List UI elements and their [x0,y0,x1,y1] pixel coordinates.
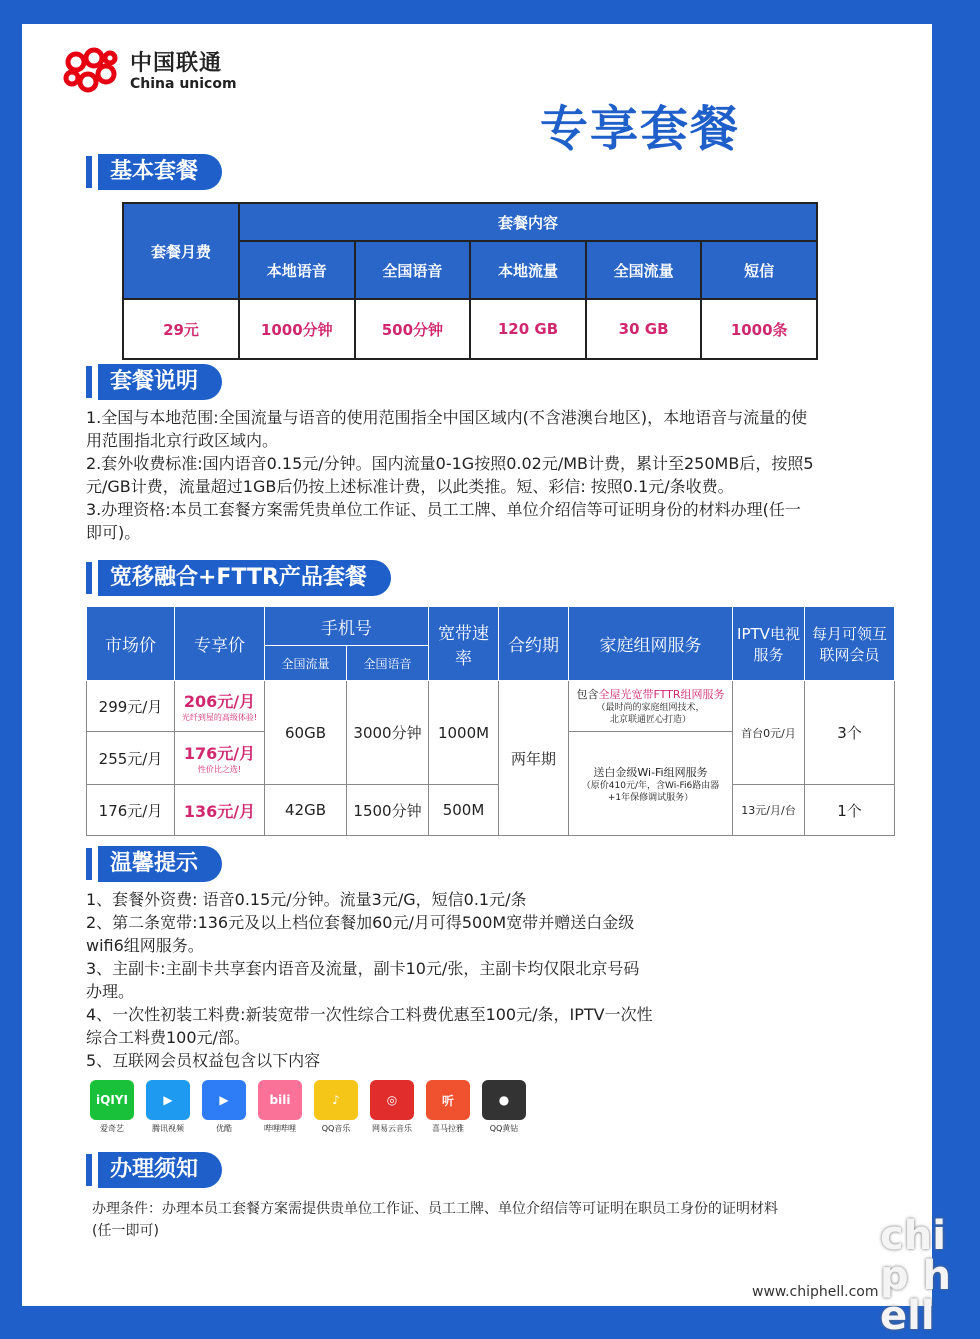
cell-market: 255元/月 [87,732,175,785]
home-b-sub: +1年保修调试服务） [607,792,694,803]
page-title: 专享套餐 [540,101,741,157]
cell: 29元 [123,299,239,359]
section-title: 套餐说明 [98,364,222,400]
app-icon-tile: 听 [426,1080,470,1120]
cell-flow: 42GB [265,785,347,836]
cell-market: 176元/月 [87,785,175,836]
china-unicom-logo [60,42,240,102]
apply-line: (任一即可) [92,1223,159,1239]
cell-voice: 3000分钟 [347,681,429,785]
cell-iptv-a: 首台0元/月 [733,681,805,785]
bilibili-icon [256,1080,304,1134]
logo-text-en: China unicom [130,76,237,92]
app-icon-label: 腾讯视频 [152,1124,184,1133]
youku-icon [200,1080,248,1134]
header-col: 本地语音 [239,241,355,299]
home-b-sub: （原价410元/年，含Wi-Fi6路由器 [581,780,720,791]
watermark-site: www.chiphell.com [752,1284,879,1300]
section-bar [86,848,92,880]
section-title: 宽移融合+FTTR产品套餐 [98,560,391,596]
price-value: 176元/月 [183,744,256,763]
app-icon-tile: ◎ [370,1080,414,1120]
cell-price [175,732,265,785]
cell-flow: 60GB [265,681,347,785]
section-bar [86,156,92,188]
table-row [87,681,895,732]
header-phone: 手机号 [265,607,429,646]
cell-market: 299元/月 [87,681,175,732]
header-iptv: IPTV电视服务 [733,607,805,681]
desc-line: 即可)。 [86,523,141,542]
desc-line: 元/GB计费，流量超过1GB后仍按上述标准计费，以此类推。短、彩信: 按照0.1元/条收费。 [86,477,734,496]
plan-description [86,406,814,544]
app-icon-label: QQ音乐 [321,1124,351,1133]
chiphell-watermark-logo: chip hell [880,1213,952,1339]
apply-conditions [92,1198,778,1242]
cell-price [175,681,265,732]
tip-line: 2、第二条宽带:136元及以上档位套餐加60元/月可得500M宽带并赠送白金级 [86,913,635,932]
header-member: 每月可领互联网会员 [805,607,895,681]
tip-line: 1、套餐外资费: 语音0.15元/分钟。流量3元/G，短信0.1元/条 [86,890,527,909]
price-value: 136元/月 [183,801,256,821]
home-a-prefix: 包含 [576,688,599,701]
price-note: 性价比之选! [197,765,242,774]
section-bar [86,1154,92,1186]
cell-member-a: 3个 [805,681,895,785]
app-icon-label: 喜马拉雅 [432,1124,464,1133]
cell-member-b: 1个 [805,785,895,836]
iqiyi-icon [88,1080,136,1134]
logo-text-cn: 中国联通 [130,51,223,76]
unicom-knot-icon [60,44,122,96]
header-term: 合约期 [499,607,569,681]
cell-iptv-b: 13元/月/台 [733,785,805,836]
app-icon-tile: ♪ [314,1080,358,1120]
header-market-price: 市场价 [87,607,175,681]
desc-line: 用范围指北京行政区域内。 [86,431,279,450]
price-note: 光纤到屋的高级体验! [181,713,258,722]
cell-price [175,785,265,836]
header-col: 全国语音 [355,241,471,299]
app-icon-tile: ▶ [146,1080,190,1120]
qq-vip-icon [480,1080,528,1134]
qq-music-icon [312,1080,360,1134]
section-title: 温馨提示 [98,846,222,882]
fttr-plan-table [86,606,895,836]
cell: 120 GB [470,299,586,359]
cell: 500分钟 [355,299,471,359]
tip-line: 5、互联网会员权益包含以下内容 [86,1051,321,1070]
ximalaya-icon [424,1080,472,1134]
home-a-sub: （最时尚的家庭组网技术， [596,703,705,713]
tip-line: 综合工料费100元/部。 [86,1028,250,1047]
header-flow: 全国流量 [265,646,347,681]
tip-line: 办理。 [86,982,135,1001]
cell-voice: 1500分钟 [347,785,429,836]
header-special-price: 专享价 [175,607,265,681]
cell-home-b [569,732,733,836]
cell-term: 两年期 [499,681,569,836]
table-row [123,299,817,359]
app-icon-tile: ▶ [202,1080,246,1120]
app-icon-tile: bili [258,1080,302,1120]
header-speed: 宽带速率 [429,607,499,681]
tencent-video-icon [144,1080,192,1134]
netease-music-icon [368,1080,416,1134]
app-icon-label: 哔哩哔哩 [264,1124,296,1133]
header-monthly-fee: 套餐月费 [123,203,239,299]
home-a-highlight: 全屋光宽带FTTR组网服务 [598,688,725,701]
section-bar [86,366,92,398]
header-col: 本地流量 [470,241,586,299]
header-plan-content: 套餐内容 [239,203,817,241]
desc-line: 3.办理资格:本员工套餐方案需凭贵单位工作证、员工工牌、单位介绍信等可证明身份的材料办理(任一 [86,500,801,519]
header-col: 短信 [701,241,817,299]
header-voice: 全国语音 [347,646,429,681]
app-icon-label: 网易云音乐 [372,1124,412,1133]
tips-list [86,888,653,1072]
cell-speed: 500M [429,785,499,836]
app-icon-label: 爱奇艺 [100,1124,124,1133]
app-icon-label: 优酷 [216,1124,232,1133]
header-home-network: 家庭组网服务 [569,607,733,681]
table-row [87,785,895,836]
cell: 1000条 [701,299,817,359]
apply-line: 办理条件：办理本员工套餐方案需提供贵单位工作证、员工工牌、单位介绍信等可证明在职员工身份的证明材料 [92,1201,778,1217]
home-b-title: 送白金级Wi-Fi组网服务 [593,765,708,779]
cell: 1000分钟 [239,299,355,359]
app-icon-tile: iQIYI [90,1080,134,1120]
app-icon-label: QQ黄钻 [489,1124,519,1133]
cell: 30 GB [586,299,702,359]
poster [22,24,932,1306]
section-title: 基本套餐 [98,154,222,190]
app-icon-tile: ● [482,1080,526,1120]
tip-line: 4、一次性初装工料费:新装宽带一次性综合工料费优惠至100元/条，IPTV一次性 [86,1005,653,1024]
tip-line: 3、主副卡:主副卡共享套内语音及流量，副卡10元/张，主副卡均仅限北京号码 [86,959,640,978]
section-bar [86,562,92,594]
home-a-sub: 北京联通匠心打造） [609,715,691,725]
basic-plan-table [122,202,818,360]
cell-home-a [569,681,733,732]
cell-speed: 1000M [429,681,499,785]
desc-line: 1.全国与本地范围:全国流量与语音的使用范围指全中国区域内(不含港澳台地区)，本地语音与流量的使 [86,408,808,427]
header-col: 全国流量 [586,241,702,299]
price-value: 206元/月 [183,692,256,711]
section-title: 办理须知 [98,1152,222,1188]
tip-line: wifi6组网服务。 [86,936,204,955]
desc-line: 2.套外收费标准:国内语音0.15元/分钟。国内流量0-1G按照0.02元/MB计费，累计至250MB后，按照5 [86,454,814,473]
